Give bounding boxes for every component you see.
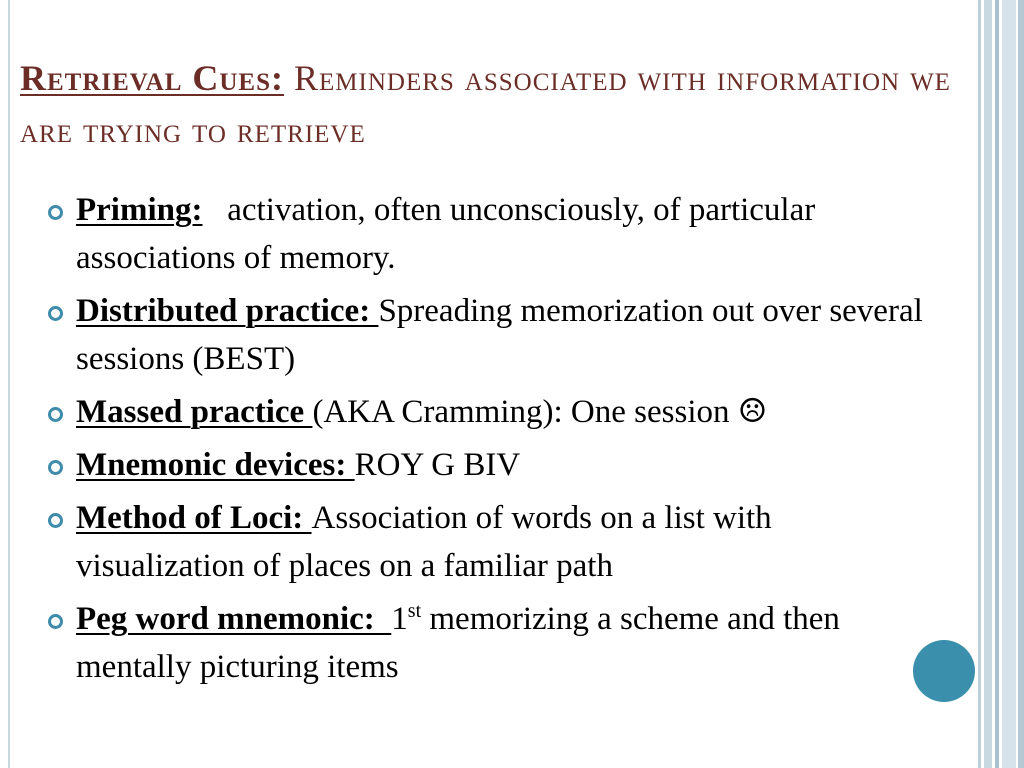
- title-term: Retrieval Cues:: [20, 58, 284, 98]
- bullet-icon: [48, 460, 63, 475]
- bullet-term: Peg word mnemonic:: [76, 601, 392, 637]
- bullet-term: Massed practice: [76, 394, 313, 430]
- bullet-item-priming: [48, 186, 948, 282]
- bullet-text: Spreading memorization out over several sessions (BEST): [76, 293, 923, 377]
- right-frame-stripe: [1018, 0, 1024, 768]
- bullet-item-method-of-loci: [48, 494, 948, 590]
- bullet-text: memorizing a scheme and then mentally picturing items: [76, 601, 840, 685]
- bullet-item-peg-word-mnemonic: [48, 595, 948, 691]
- bullet-pre: 1: [391, 601, 408, 637]
- left-frame-line: [8, 0, 10, 768]
- bullet-term: Distributed practice:: [76, 293, 379, 329]
- bullet-icon: [48, 614, 63, 629]
- decorative-circle: [913, 640, 975, 702]
- right-frame-stripe: [995, 0, 999, 768]
- bullet-icon: [48, 205, 63, 220]
- bullet-item-distributed-practice: [48, 287, 948, 383]
- bullet-list: [48, 186, 948, 696]
- bullet-term: Mnemonic devices:: [76, 447, 355, 483]
- bullet-text: ROY G BIV: [354, 447, 521, 483]
- right-frame-stripe: [1002, 0, 1016, 768]
- bullet-term: Priming:: [76, 192, 203, 228]
- bullet-text: (AKA Cramming): One session ☹: [312, 394, 768, 430]
- bullet-text: activation, often unconsciously, of particular associations of memory.: [76, 192, 824, 276]
- title-rest: Reminders associated with information we are trying to retrieve: [20, 58, 951, 150]
- right-frame-stripe: [984, 0, 992, 768]
- bullet-text: Association of words on a list with visualization of places on a familiar path: [76, 500, 772, 584]
- bullet-icon: [48, 306, 63, 321]
- bullet-sup: st: [407, 600, 422, 622]
- slide-title: [20, 52, 980, 156]
- bullet-term: Method of Loci:: [76, 500, 312, 536]
- bullet-icon: [48, 407, 63, 422]
- bullet-item-mnemonic-devices: [48, 441, 948, 489]
- bullet-item-massed-practice: [48, 388, 948, 436]
- bullet-icon: [48, 513, 63, 528]
